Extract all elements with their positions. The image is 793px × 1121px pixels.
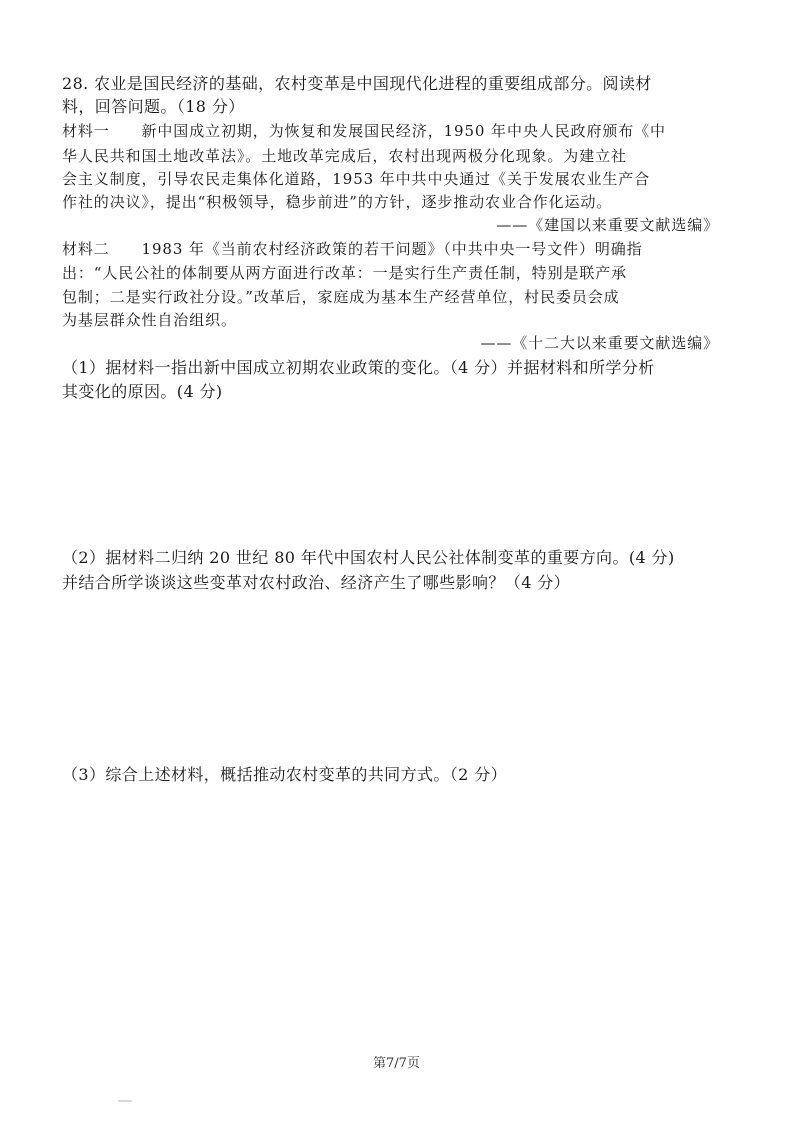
sub-question-2-line1: （2）据材料二归纳 20 世纪 80 年代中国农村人民公社体制变革的重要方向。(4 分) — [62, 548, 675, 567]
question-intro-line1: 28. 农业是国民经济的基础，农村变革是中国现代化进程的重要组成部分。阅读材 — [62, 74, 652, 93]
material1-source: ——《建国以来重要文献选编》 — [496, 216, 719, 234]
material1-line1: 材料一 新中国成立初期，为恢复和发展国民经济，1950 年中央人民政府颁布《中 — [62, 122, 666, 140]
material1-line4: 作社的决议》，提出“积极领导，稳步前进”的方针，逐步推动农业合作化运动。 — [62, 193, 613, 211]
material1-line2: 华人民共和国土地改革法》。土地改革完成后，农村出现两极分化现象。为建立社 — [62, 147, 627, 165]
sub-question-3-line1: （3）综合上述材料，概括推动农村变革的共同方式。（2 分） — [62, 765, 508, 784]
material2-line3: 包制；二是实行政社分设。”改革后，家庭成为基本生产经营单位，村民委员会成 — [62, 288, 620, 306]
sub-question-1-line2: 其变化的原因。(4 分) — [62, 382, 223, 401]
question-intro-line2: 料，回答问题。（18 分） — [62, 97, 245, 116]
material2-source: ——《十二大以来重要文献选编》 — [480, 334, 719, 352]
page-number: 第7/7页 — [373, 1056, 420, 1071]
material2-line4: 为基层群众性自治组织。 — [62, 311, 237, 329]
material2-line1: 材料二 1983 年《当前农村经济政策的若干问题》（中共中央一号文件）明确指 — [62, 240, 643, 258]
sub-question-1-line1: （1）据材料一指出新中国成立初期农业政策的变化。（4 分）并据材料和所学分析 — [62, 358, 655, 377]
sub-question-2-line2: 并结合所学谈谈这些变革对农村政治、经济产生了哪些影响？（4 分） — [62, 573, 571, 592]
scan-speck — [118, 1100, 132, 1102]
material1-line3: 会主义制度，引导农民走集体化道路，1953 年中共中央通过《关于发展农业生产合 — [62, 170, 651, 188]
material2-line2: 出：“人民公社的体制要从两方面进行改革：一是实行生产责任制，特别是联产承 — [62, 264, 628, 282]
